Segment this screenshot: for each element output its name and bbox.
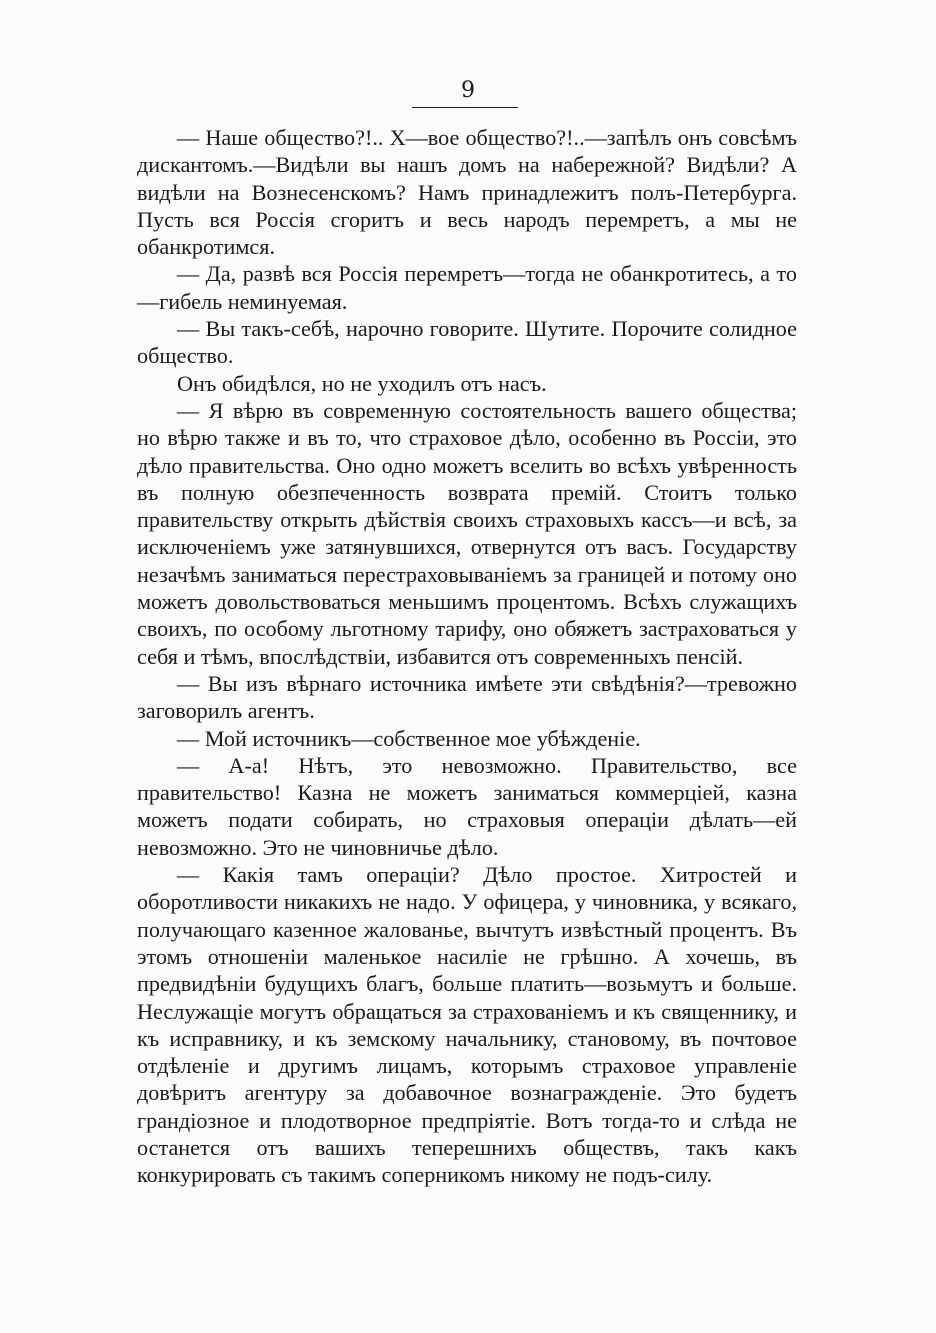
paragraph-4: Онъ обидѣлся, но не уходилъ отъ насъ.: [177, 370, 547, 396]
paragraph-5: — Я вѣрю въ современную состоятельность вашего общества; но вѣрю также и въ то, что страховое дѣло, особенно въ Россіи, это дѣло правительства. Оно одно можетъ вселить во всѣхъ увѣренность въ полную обезпеченность возврата премій. Стоитъ только правительству открыть дѣйствія своихъ страховыхъ кассъ—и всѣ, за исключеніемъ уже затянувшихся, отвернутся отъ васъ. Государству незачѣмъ заниматься перестраховываніемъ за границей и потому оно можетъ довольствоваться меньшимъ процентомъ. Всѣхъ служащихъ своихъ, по особому льготному тарифу, оно обяжетъ застраховаться у себя и тѣмъ, впослѣдствіи, избавится отъ современныхъ пенсій.: [137, 397, 797, 669]
paragraph-2: — Да, развѣ вся Россія перемретъ—тогда не обанкротитесь, а то—гибель неминуемая.: [137, 261, 797, 314]
paragraph-1: — Наше общество?!.. Х—вое общество?!..—запѣлъ онъ совсѣмъ дискантомъ.—Видѣли вы нашъ домъ на набережной? Видѣли? А видѣли на Вознесенскомъ? Намъ принадлежитъ полъ-Петербурга. Пусть вся Россія сгоритъ и весь народъ перемретъ, а мы не обанкротимся.: [137, 125, 797, 260]
page-number-rule: [412, 107, 518, 108]
page-number: 9: [461, 78, 475, 103]
body-text: [137, 124, 797, 1189]
paragraph-9: — Какія тамъ операціи? Дѣло простое. Хитростей и оборотливости никакихъ не надо. У офицера, у чиновника, у всякаго, получающаго казенное жалованье, вычтутъ извѣстный процентъ. Въ этомъ отношеніи маленькое насиліе не грѣшно. А хочешь, въ предвидѣніи будущихъ благъ, больше платить—возьмутъ и больше. Неслужащіе могутъ обращаться за страхованіемъ и къ священнику, и къ исправнику, и къ земскому начальнику, становому, въ почтовое отдѣленіе и другимъ лицамъ, которымъ страховое управленіе довѣритъ агентуру за добавочное вознагражденіе. Это будетъ грандіозное и плодотворное предпріятіе. Вотъ тогда-то и слѣда не останется отъ вашихъ теперешнихъ обществъ, такъ какъ конкурировать съ такимъ соперникомъ никому не подъ-силу.: [137, 862, 797, 1188]
paragraph-7: — Мой источникъ—собственное мое убѣжденіе.: [177, 725, 641, 751]
paragraph-6: — Вы изъ вѣрнаго источника имѣете эти свѣдѣнія?—тревожно заговорилъ агентъ.: [137, 670, 797, 724]
paragraph-8: — А-а! Нѣтъ, это невозможно. Правительство, все правительство! Казна не можетъ заниматься коммерціей, казна можетъ подати собирать, но страховыя операціи дѣлать—ей невозможно. Это не чиновничье дѣло.: [137, 752, 797, 860]
paragraph-3: — Вы такъ-себѣ, нарочно говорите. Шутите. Порочите солидное общество.: [137, 316, 797, 369]
